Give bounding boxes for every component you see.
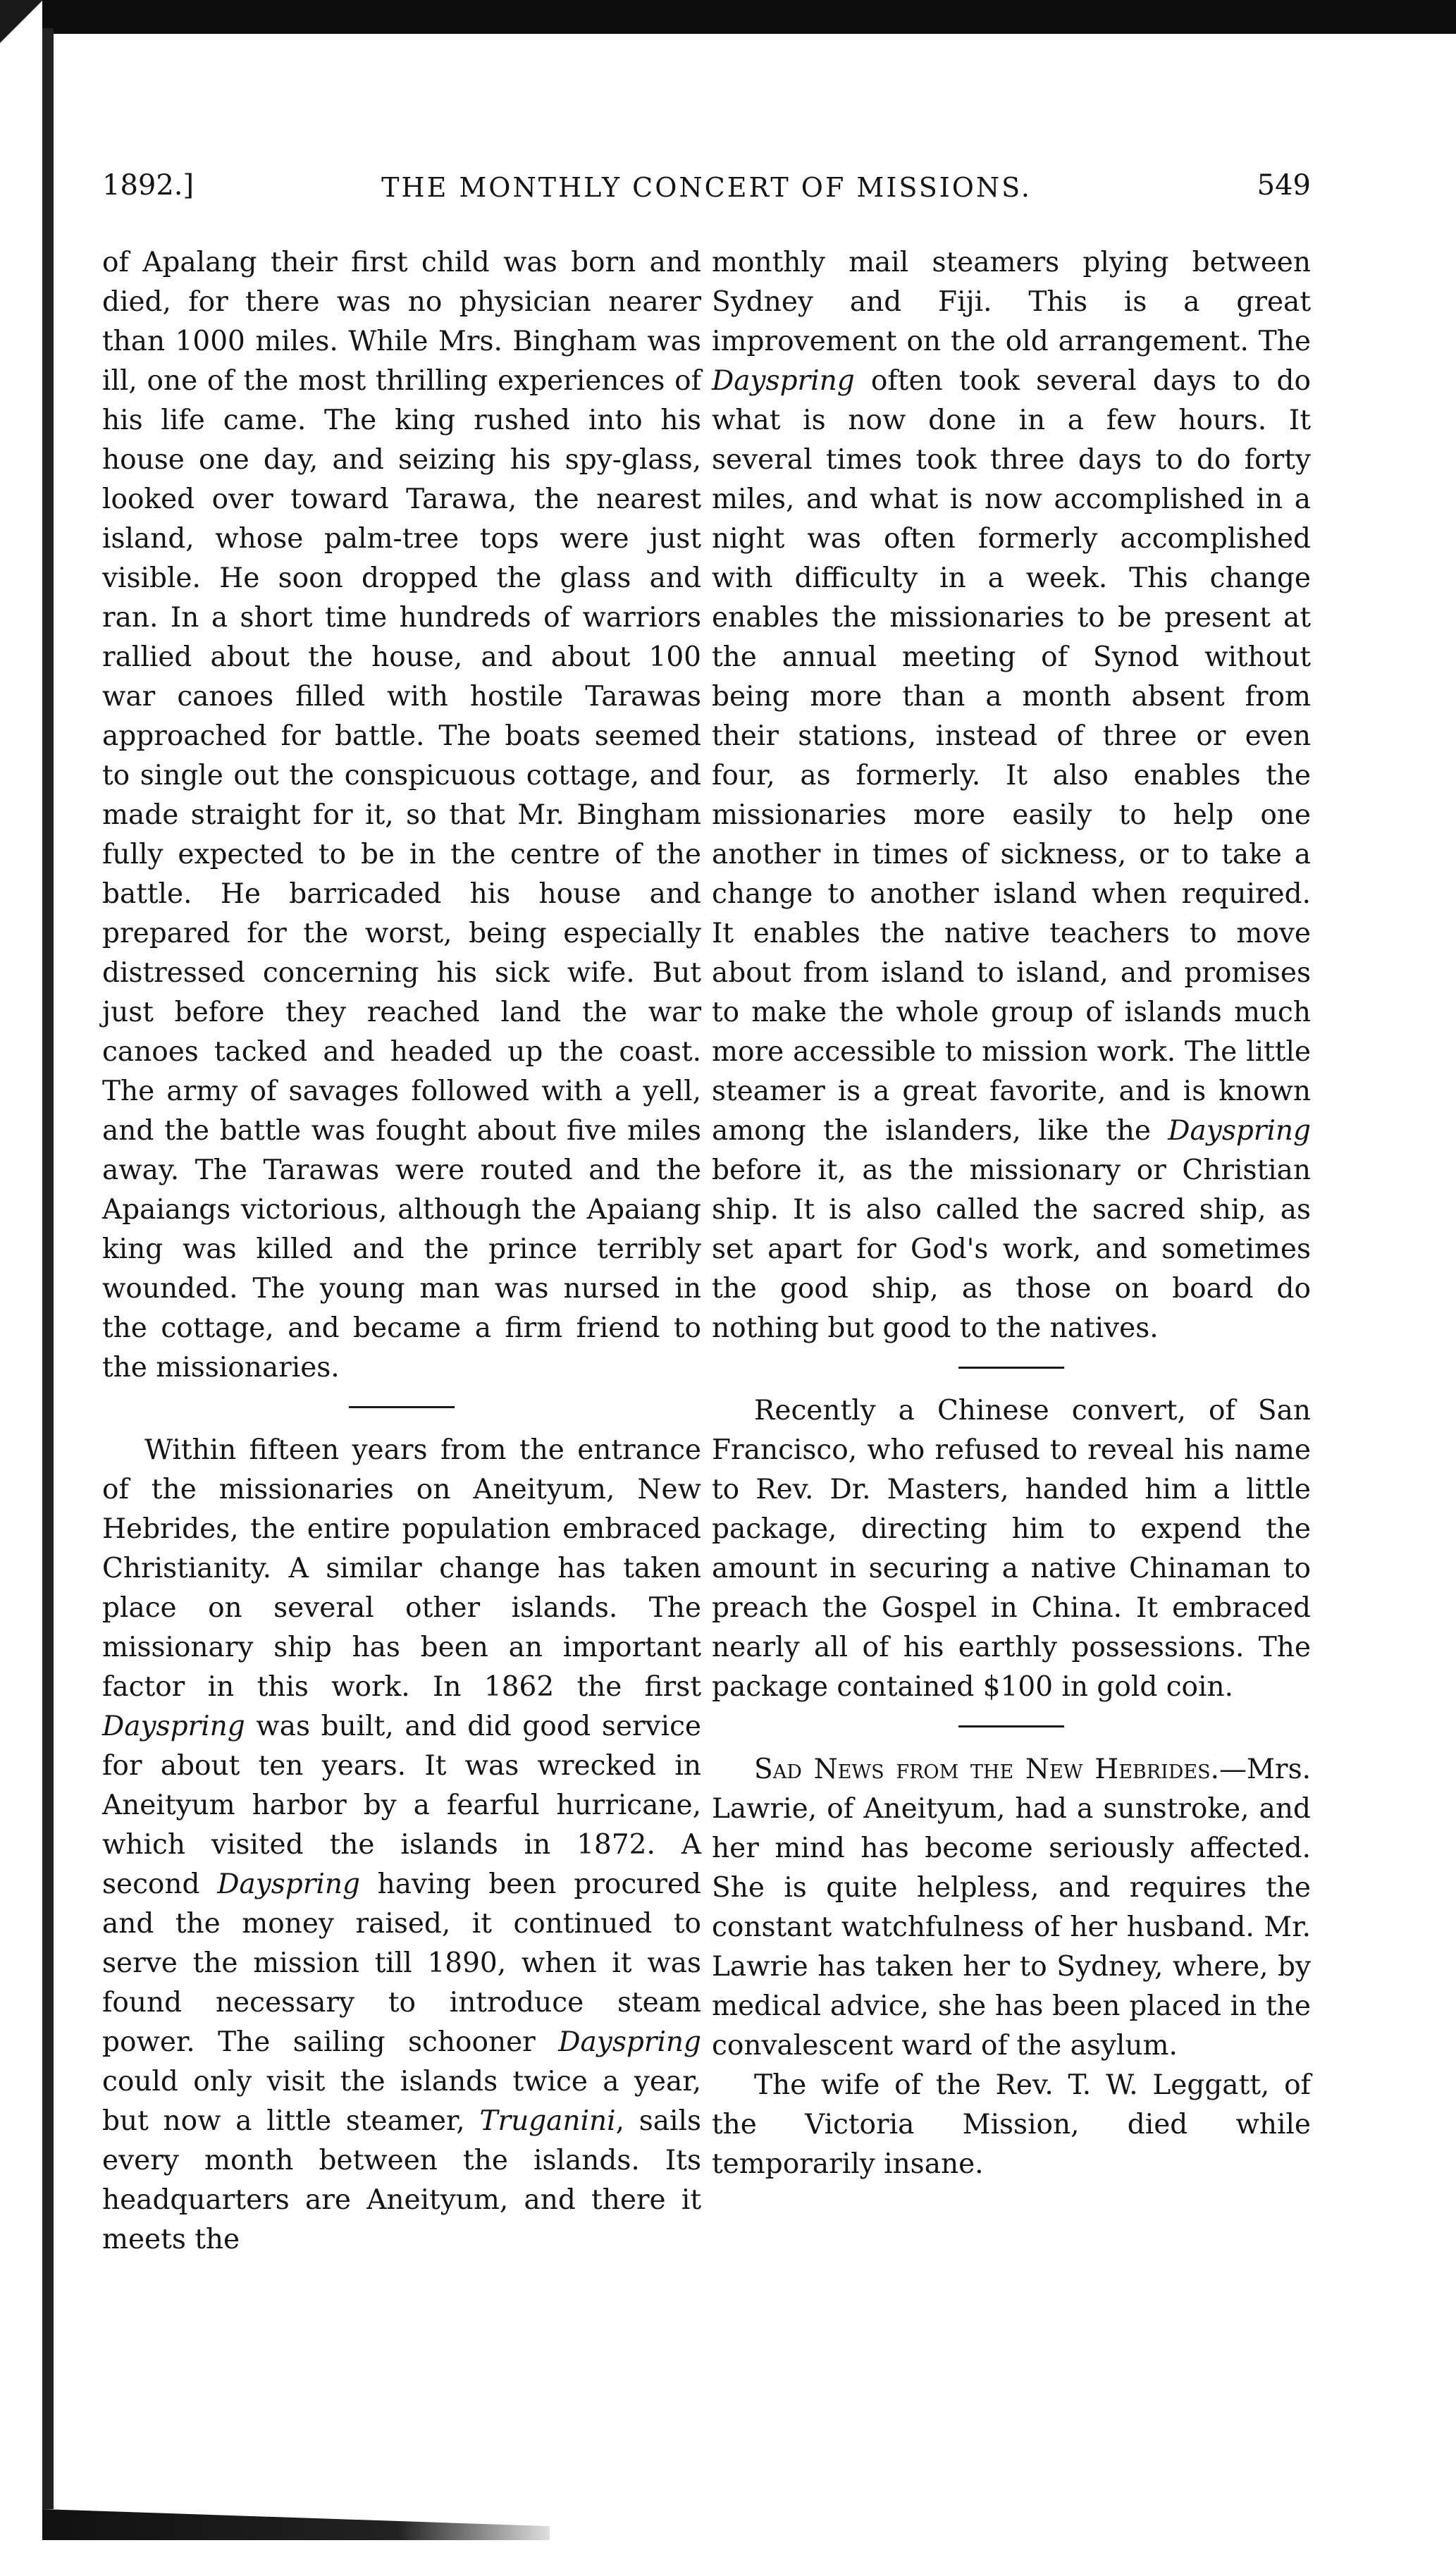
section-divider: [349, 1406, 455, 1408]
paragraph-dayspring-history: Within fifteen years from the entrance of the missionaries on Aneityum, New Hebrides, the entire population embraced Christianity. A similar change has taken place on several other islands. The missionary ship has been an important factor in this work. In 1862 the first Dayspring was built, and did good service for about ten years. It was wrecked in Aneityum harbor by a fearful hurricane, which visited the islands in 1872. A second Dayspring having been procured and the money raised, it continued to serve the mission till 1890, when it was found necessary to introduce steam power. The sailing schooner Dayspring could only visit the islands twice a year, but now a little steamer, Truganini, sails every month between the islands. Its headquarters are Aneityum, and there it meets the: [102, 1434, 701, 2255]
header-year: 1892.]: [102, 169, 195, 202]
sad-news-heading: Sad News from the New Hebrides.: [754, 1754, 1219, 1785]
paragraph-mail-steamers: monthly mail steamers plying between Sydney and Fiji. This is a great improvement on the old arrangement. The Dayspring often took several days to do what is now done in a few hours. It several times took three days to do forty miles, and what is now accomplished in a night was often formerly accomplished with difficulty in a week. This change enables the missionaries to be present at the annual meeting of Synod without being more than a month absent from their stations, instead of three or even four, as formerly. It also enables the missionaries more easily to help one another in times of sickness, or to take a change to another island when required. It enables the native teachers to move about from island to island, and promises to make the whole group of islands much more accessible to mission work. The little steamer is a great favorite, and is known among the islanders, like the Dayspring before it, as the missionary or Christian ship. It is also called the sacred ship, as set apart for God's work, and sometimes the good ship, as those on board do nothing but good to the natives.: [712, 247, 1311, 1344]
paragraph-chinese-convert: Recently a Chinese convert, of San Francisco, who refused to reveal his name to Rev. Dr. Masters, handed him a little package, directing him to expend the amount in securing a native Chinaman to preach the Gospel in China. It embraced nearly all of his earthly possessions. The package contained $100 in gold coin.: [712, 1395, 1311, 1703]
scan-border-bottom: [42, 2509, 550, 2540]
paragraph-leggatt: The wife of the Rev. T. W. Leggatt, of the Victoria Mission, died while temporarily insane.: [712, 2069, 1311, 2180]
scan-border-left: [42, 28, 54, 2509]
section-divider: [958, 1367, 1064, 1369]
running-head: [102, 169, 1311, 211]
paragraph-sad-news: Sad News from the New Hebrides.—Mrs. Lawrie, of Aneityum, had a sunstroke, and her mind has become seriously affected. She is quite helpless, and requires the constant watchfulness of her husband. Mr. Lawrie has taken her to Sydney, where, by medical advice, she has been placed in the convalescent ward of the asylum.: [712, 1754, 1311, 2062]
page-number: 549: [1257, 169, 1311, 202]
scan-border-top: [42, 0, 1456, 34]
section-divider: [958, 1725, 1064, 1727]
right-column: [712, 243, 1311, 2184]
left-column: [102, 243, 701, 2260]
paragraph-apaiang-battle: of Apalang their first child was born and died, for there was no physician nearer than 1000 miles. While Mrs. Bingham was ill, one of the most thrilling experiences of his life came. The king rushed into his house one day, and seizing his spy-glass, looked over toward Tarawa, the nearest island, whose palm-tree tops were just visible. He soon dropped the glass and ran. In a short time hundreds of warriors rallied about the house, and about 100 war canoes filled with hostile Tarawas approached for battle. The boats seemed to single out the conspicuous cottage, and made straight for it, so that Mr. Bingham fully expected to be in the centre of the battle. He barricaded his house and prepared for the worst, being especially distressed concerning his sick wife. But just before they reached land the war canoes tacked and headed up the coast. The army of savages followed with a yell, and the battle was fought about five miles away. The Tarawas were routed and the Apaiangs victorious, although the Apaiang king was killed and the prince terribly wounded. The young man was nursed in the cottage, and became a firm friend to the missionaries.: [102, 247, 701, 1384]
journal-title: THE MONTHLY CONCERT OF MISSIONS.: [381, 172, 1032, 203]
